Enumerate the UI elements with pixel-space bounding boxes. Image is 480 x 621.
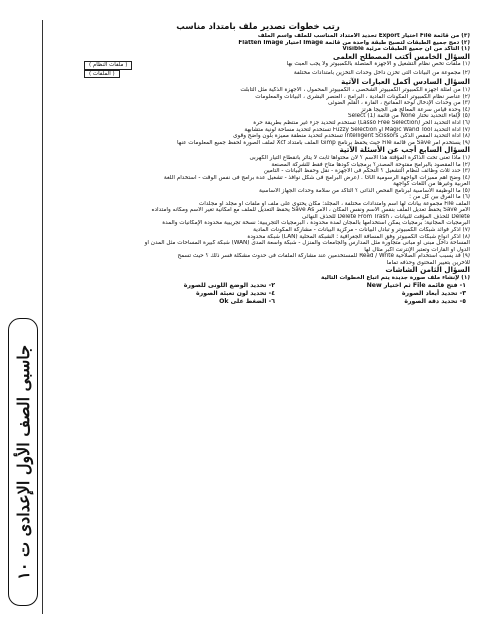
text-line: (٦) أداة التحديد الحر (Lasso Free Selection) تستخدم لتحديد جزء غير منتظم بطريقة حرة xyxy=(253,119,470,126)
text-line: (١) من أمثلة أجهزة الكمبيوتر الكمبيوتر الشخصى ، الكمبيوتر المحمول ، الأجهزة الذكية مثل التابلت xyxy=(240,87,470,94)
text-line: (٢) مجموعة من البيانات التى تخزن داخل وحدات التخزين بامتدادات مختلفة xyxy=(293,69,470,76)
text-line: العربية وغيرها من اللغات كواجهة xyxy=(393,181,470,188)
text-line: الأمر Save يحفظ تعديل الملف بنفس الاسم ونفس المكان ، الأمر Save As يحفظ التعديل للملف مع امكانية تغير الاسم ومكانه وامتداده xyxy=(151,207,470,214)
text-line: (٦) ما الفرق بين كل من : xyxy=(409,194,470,201)
text-line: (٣) من وحدات الإدخال لوحة المفاتيح ، الفأرة ، القلم الضوئى xyxy=(328,100,470,107)
step-item: ٢- تحديد الوضع اللونى للصورة xyxy=(183,281,275,289)
section-heading: السؤال السادس أكمل العبارات الآتية xyxy=(341,77,470,87)
text-line: (٢) عناصر نظام الكمبيوتر المكونات المادية ، البرامج ، العنصر البشرى ، البيانات والمعلومات xyxy=(255,93,470,100)
text-line: (٥) لإلغاء التحديد نختار None من قائمة (Select (1 xyxy=(347,113,470,120)
text-line: للآخرين بتغيير المحتوى وحذفه تماما xyxy=(386,259,470,266)
text-line: (٣) من قائمة File اختيار Export تحديد الامتداد المناسب للملف واسم الملف xyxy=(257,33,470,39)
text-line: الدول أو القارات وتعتبر الإنترنت أكبر مثال لها xyxy=(364,246,470,253)
step-item: ١- فتح قائمة File ثم اختيار New xyxy=(366,281,466,289)
text-line: Delete للحذف المؤقت للبيانات ، Delete From Trash للحذف النهائى xyxy=(302,213,470,220)
step-item: ٥- تحديد دقة الصورة xyxy=(404,297,466,305)
text-line: (٨) أذكر أنواع شبكات الكمبيوتر وفق المسافة الجغرافية : الشبكة المحلية (LAN) شبكة محدودة xyxy=(247,233,470,240)
text-line: (١) ملفات تخص نظام التشغيل و الأجهزة المتصلة بالكمبيوتر ولا يجب العبث بها xyxy=(286,61,470,68)
answer-box: ( الملفات ) xyxy=(84,70,120,79)
text-line: (٣) حدد ثلاث وظائف لنظام التشغيل ؟ التحكم فى الأجهزة - نقل وحفظ البيانات - التأمين xyxy=(263,168,470,175)
text-line: (٤) وحدة قياس سرعة المعالج هى الجيجا هرتز xyxy=(360,106,470,113)
text-line: (٧) أداة التحديد Magic Wand Tool أو Fuzzy Selection تستخدم لتحديد مساحة لونية متشابهة xyxy=(244,126,470,133)
text-line: (١) لإنشاء ملف صورة جديدة يتم اتباع الخطوات التالية xyxy=(321,275,470,282)
text-line: (٢) ما المقصود بالبرامج مفتوحة المصدر؟ برمجيات كودها متاح فقط للشركة المصنعة xyxy=(271,161,470,168)
side-label-text: جاسبى الصف الأول الإعدادى ت ١٠ xyxy=(13,344,33,580)
document-title: رتب خطوات تصدير ملف بامتداد مناسب xyxy=(176,22,340,32)
steps-grid xyxy=(44,282,472,306)
text-line: (١) ماذا تعنى تحت الذاكرة المؤقتة هذا الاسم ؟ لأن محتواها ثابت لا يتأثر بانقطاع التيار الكهربى xyxy=(249,154,470,161)
section-heading: السؤال الخامس أكتب المصطلح العلمى xyxy=(333,51,470,61)
text-line: الملف File مجموعة بيانات لها اسم وامتدادات مختلفة ، المجلد: مكان يحتوى على ملف أو ملفات أو مجلد أو مجلدات xyxy=(198,200,470,207)
text-line: (١) التأكد من أن جميع الطبقات مرئية Visible xyxy=(342,46,470,53)
side-label-box xyxy=(8,318,38,606)
text-line: (٢) دمج جميع الطبقات لتصبح طبقة واحدة من قائمة Image اختيار Flatten Image xyxy=(238,39,470,46)
section-heading: السؤال السابع أجب عن الأسئلة الآتية xyxy=(339,145,470,155)
text-line: (٧) أذكر فوائد شبكات الكمبيوتر و تبادل البيانات - مركزية البيانات - مشاركة المكونات المادية xyxy=(253,226,470,233)
step-item: ٤- تحديد لون تعبئة الصورة xyxy=(196,289,275,297)
section-heading: السؤال الثامن الشاشات xyxy=(385,265,470,275)
content-area xyxy=(44,22,472,612)
question-row xyxy=(44,61,472,70)
step-item: ٦- الضغط على Ok xyxy=(219,297,275,305)
text-line: (٨) أداة التحديد المقص الذكى Intelligent Scissors تستخدم لتحديد منطقة مميزة بلون واضح وقوى xyxy=(233,133,470,140)
text-line: (٩) قد يسبب استخدام الصلاحية Read / Write للمستخدمين عند مشاركة الملفات فى حدوث مشكلة فسر ذلك ؟ حيث تسمح xyxy=(177,253,470,260)
text-line: (٥) ما الوظيفة الأساسية لبرنامج الفحص الذاتى ؟ التأكد من سلامة وحدات الجهاز الأساسية xyxy=(259,187,470,194)
text-line: المساحة داخل مبنى أو مبانى متجاورة مثل المدارس والجامعات والمنزل - شبكة واسعة المدى (WAN) شبكة كبيرة المساحات مثل المدن أو xyxy=(144,240,470,247)
step-item: ٣- تحديد أبعاد الصورة xyxy=(401,289,466,297)
answer-box: ( ملفات النظام ) xyxy=(84,61,132,70)
text-line: (٤) وضح أهم مميزات الواجهة الرسومية GUI . (عرض البرامج فى شكل نوافذ - تشغيل عدة برامج فى نفس الوقت - استخدام اللغة xyxy=(163,174,470,181)
text-line: البرمجيات المجانية: برمجيات يمكن استخدامها بالمجان لمدة محدودة ، البرمجيات التجريبية: نسخة تجريبية محدودة الإمكانيات والمدة xyxy=(162,220,470,227)
text-line: (٩) يستخدم أمر Save من قائمة File حيث يحفظ برنامج Gimp الملف بامتداد Xcf لملف الصورة لحفظ جميع المعلومات عنها xyxy=(177,139,470,146)
